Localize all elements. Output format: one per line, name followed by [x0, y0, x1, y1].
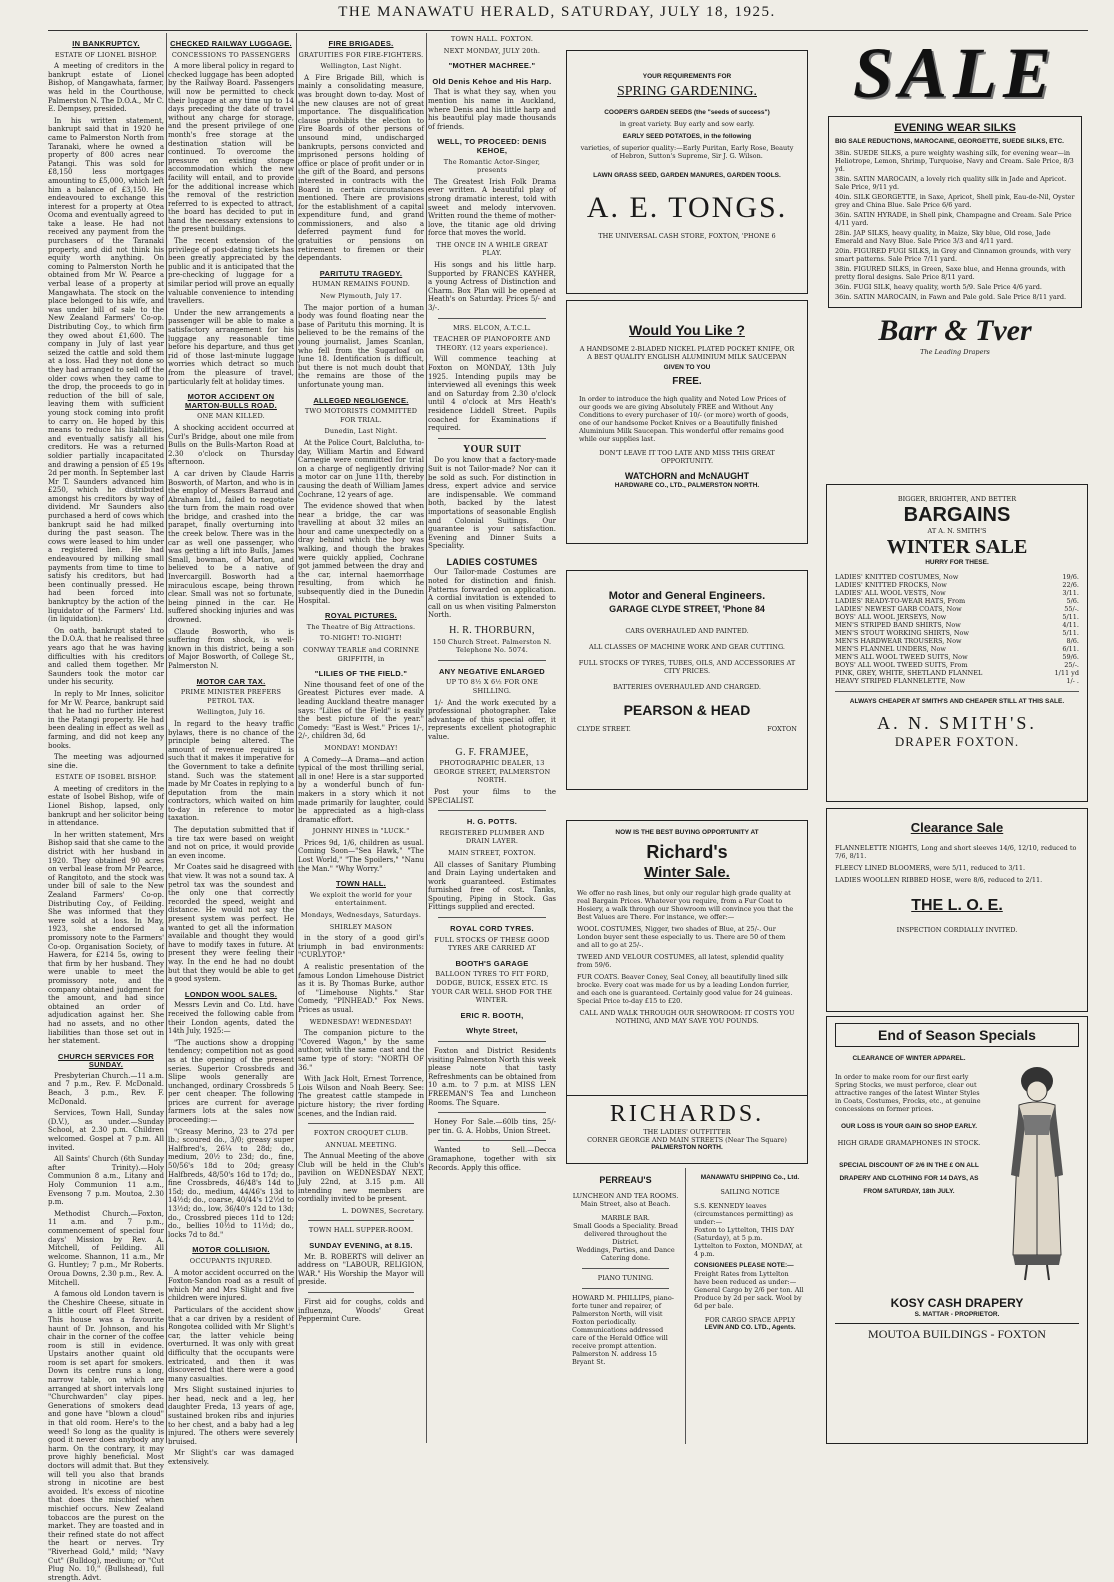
silk-item: 20in. FIGURED FUGI SILKS, in Grey and Cinnamon grounds, with very smart patterns. Sale Price 7/11 yard.	[835, 247, 1071, 263]
ad-line: MOUTOA BUILDINGS - FOXTON	[835, 1323, 1079, 1342]
subhead: TOWN HALL SUPPER-ROOM.	[308, 1226, 414, 1235]
ad-line: SPECIAL DISCOUNT OF 2/6 IN THE £ ON ALL DRAPERY AND CLOTHING FOR 14 DAYS, AS FROM SATURDAY, 18th JULY.	[839, 1162, 979, 1195]
price-row	[835, 645, 1079, 653]
subhead: ESTATE OF ISOBEL BISHOP.	[55, 773, 157, 782]
ad-line: Mondays, Wednesdays, Saturdays.	[300, 911, 422, 920]
price-value: 5/6.	[1066, 597, 1079, 605]
column-4	[428, 33, 556, 1445]
subhead: ESTATE OF LIONEL BISHOP.	[54, 50, 158, 59]
ad-line: Small Goods a Speciality. Bread delivered throughout the District.	[573, 1222, 678, 1246]
price-row	[835, 581, 1079, 589]
ad-title: SPRING GARDENING.	[616, 84, 757, 99]
divider	[582, 1288, 669, 1289]
article-paragraph: "Greasy Merino, 23 to 27d per lb.; scoured do., 3/0; greasy super Halfbred's, 26¼ to 28d; do., medium, 20½ to 23d; do., fine, 50/56's 18d to 20d; greasy Halfbreds, 48/50's 16d to 17d; do., fine Crossbreds, 46/48's 14d to 15d; do., medium, 44/46's 13d to 14½d; do., coarse, 40/44's 12½d to 13½d; do., low, 36/40's 12d to 13d; do., Crossbred pieces 11d to 12d; do., bellies 10½d to 11½d; do., locks 7d to 8d."	[168, 1127, 294, 1239]
ad-line: THE UNIVERSAL CASH STORE, FOXTON, 'PHONE 6	[598, 232, 776, 240]
article-paragraph: Will commence teaching at Foxton on MONDAY, 13th July 1925. Intending pupils may be interviewed all evenings this week and on Saturday from 2.30 o'clock until 4 o'clock at Mrs Heath's residence Liddell Street. Pupils coached for Examinations if required.	[428, 355, 556, 433]
ad-line: ALL CLASSES OF MACHINE WORK AND GEAR CUTTING.	[589, 643, 785, 651]
price-item: HEAVY STRIPED FLANNELETTE, Now	[835, 677, 966, 685]
price-value: 59/6.	[1062, 653, 1079, 661]
ad-line: General Cargo by 2/6 per ton. All Produce by 2d per sack. Wool by 6d per bale.	[694, 1286, 804, 1310]
subhead: FOXTON CROQUET CLUB.	[313, 1129, 409, 1138]
ad-line: PALMERSTON NORTH.	[651, 1144, 723, 1151]
price-row	[835, 597, 1079, 605]
ad-line: FUR COATS. Beaver Coney, Seal Coney, all beautifully lined silk brocke. Every coat was made for us by a leading London furrier, and each one is guaranteed. Certainly good value for 24 guineas. Special Price to-day £15 to £20.	[577, 973, 793, 1005]
column-1	[48, 33, 165, 1582]
price-row	[835, 653, 1079, 661]
article-paragraph: "The auctions show a dropping tendency; competition not as good as at the opening of the present series. Superior Crossbreds and Slipe wools generally are unchanged, ordinary Crossbreds 5 per cent cheaper. The following prices are current for average farmers lots at the sales now proceeding:—	[168, 1038, 294, 1125]
ad-line: In order to make room for our first early Spring Stocks, we must perforce, clear out attractive ranges of the latest Winter Styles in Coats, Costumes, Frocks, etc., at genuine concessions on former prices.	[835, 1073, 981, 1113]
price-row	[835, 573, 1079, 581]
price-item: PINK, GREY, WHITE, SHETLAND FLANNEL	[835, 669, 983, 677]
article-paragraph: His songs and his little harp. Supported by FRANCES KAYHER, a young Actress of Distinction and Charm. Box Plan will be opened at Heath's on Saturday. Prices 5/- and 3/-.	[428, 261, 556, 313]
price-item: LADIES' ALL WOOL VESTS, Now	[835, 589, 946, 597]
divider	[438, 810, 546, 811]
ad-line: LUNCHEON AND TEA ROOMS.	[572, 1192, 679, 1200]
ad-line: The Leading Drapers	[920, 348, 990, 356]
silk-item: 38in. FIGURED SILKS, in Green, Saxe blue, and Henna grounds, with pretty floral designs. Sale Price 8/11 yard.	[835, 265, 1066, 281]
ad-title: BARGAINS	[903, 504, 1011, 526]
price-value: 4/11.	[1062, 621, 1079, 629]
headline-your-suit: YOUR SUIT	[463, 443, 521, 455]
ad-line: We offer no rash lines, but only our regular high grade quality at real Bargain Prices. Whatever you require, from a Fur Coat to Hosiery, a walk through our Showroom will convince you that the Best Values are There. For instance, we offer:—	[577, 889, 794, 921]
article-paragraph: In his written statement, bankrupt said that in 1920 he came to Palmerston North from Taranaki, where he owned a property of 800 acres near Patangi. This was sold for £8,150 less mortgages amounting to £5,000, which left him a balance of £3,150. He endeavoured to exchange this interest for a property at Otea Ocoma and eventually agreed to take a lease. He had not received any payment from the purchasers of the Taranaki property, and did not think his equity worth anything. On coming to Palmerston North he obtained from Mr W. Pearce a verbal lease of a property at Mangawhata. The stock on the place belonged to his wife, and was under bill of sale to the New Zealand Farmers' Co-op. Distributing Coy., to which firm they owed about £1,600. The company in July of last year seized the cattle and sold them at a loss. Had they not done so they had arranged to sell off the older cows when they came to the drop, the proceeds to go in reduction of the bill of sale, leaving them with sufficient young stock coming into profit to carry on. He hoped by this means to reduce his liabilities, and eventually satisfy all his creditors. He was a returned soldier partially incapacitated and drawing a pension of £5 19s 2d per month. In September last Mr T. Saunders advanced him £250, which he distributed amongst his creditors by way of dividend. Mr Saunders also purchased a herd of cows which bankrupt said he had milked during the past season. The cows were leased to him under a registered lien. He had endeavoured by milking small payments from time to time to satisfy his creditors, but had been continually pressed. He had been forced into bankruptcy by the action of the liquidator of the Farmers' Ltd. (in liquidation).	[48, 116, 165, 624]
ad-line: WOOL COSTUMES, Nigger, two shades of Blue, at 25/-. Our London buyer sent these especially to us. There are 50 of them and all to go at 25/-.	[577, 925, 786, 949]
advertiser-name: A. N. SMITH'S.	[877, 713, 1037, 733]
article-paragraph: A famous old London tavern is the Cheshire Cheese, situate in a little court off Fleet Street. This house was a favourite haunt of Dr. Johnson, and his chair in the corner of the coffee room is still in evidence. Upstairs another quaint old room is set apart for smokers. Down its centre runs a long, narrow table, on which are arranged at short intervals long "Churchwarden" clay pipes. Generations of smokers dead and gone have "blown a cloud" in that old room. Here's to the weed! So long as the quality is good it never does anybody any harm. On the contrary, it may prove highly beneficial. Most doctors will admit that. But they will tell you also that brands strong in nicotine are best avoided. It's excess of nicotine that does the mischief when mischief occurs. New Zealand tobaccos are the purest on the market. They are toasted and in their refined state do not affect the heart or nerves. Try "Riverhead Gold," mild; "Navy Cut" (Bulldog), medium; or "Cut Plug No. 10," (Bullshead), full strength. Advt.	[48, 1290, 164, 1582]
article-paragraph: A Fire Brigade Bill, which is mainly a consolidating measure, was brought down to-day. Most of the new clauses are not of great importance. The disqualification clause prohibits the election to Fire Boards of other persons of unsound mind, undischarged bankrupts, persons convicted and imprisoned persons holding of office or place of profit under or in the gift of the Board, and persons interested in contracts with the Board in certain circumstances mentioned. There are provisions for the establishment of a capital expenditure fund, and grand commissioners, and also a deferred payment fund for gratuities or pensions on retirement to firemen or their dependants.	[298, 73, 424, 263]
dateline: New Plymouth, July 17.	[320, 292, 402, 301]
ad-line: FOXTON	[767, 725, 797, 733]
ad-line: A HANDSOME 2-BLADED NICKEL PLATED POCKET KNIFE, OR A BEST QUALITY ENGLISH ALUMINIUM MILK SAUCEPAN	[579, 345, 795, 361]
ad-line: S.S. KENNEDY leaves (circumstances permitting) as under:—	[694, 1202, 794, 1226]
ad-line: varieties, of superior quality:—Early Puritan, Early Rose, Beauty of Hebron, Sutton's Supreme, Sir J. G. Wilson.	[580, 144, 794, 160]
article-paragraph: Post your films to the SPECIALIST.	[428, 787, 556, 805]
article-paragraph: Honey For Sale.—60lb tins, 25/- per tin. G. A. Hobbs, Union Street.	[428, 1118, 556, 1135]
ad-line: We exploit the world for your entertainment.	[309, 890, 413, 908]
dateline: Wellington, Last Night.	[320, 62, 402, 71]
ad-line: DON'T LEAVE IT TOO LATE AND MISS THIS GREAT OPPORTUNITY.	[599, 449, 775, 465]
article-paragraph: Messrs Levin and Co. Ltd. have received the following cable from their London agents, dated the 14th July, 1925:—	[168, 1001, 294, 1036]
ad-line: JOHNNY HINES in "LUCK."	[312, 827, 410, 836]
ad-line: DRAPER FOXTON.	[894, 734, 1020, 749]
ad-shipping	[690, 1168, 810, 1444]
ad-line: CARS OVERHAULED AND PAINTED.	[625, 627, 749, 635]
article-paragraph: In her written statement, Mrs Bishop said that she came to the district with her husband in 1920. They obtained 90 acres on verbal lease from Mr Pearce, of Rangitoto, and the stock was under bill of sale to the New Zealand Farmers' Co-op. Distributing Coy., of Feilding. She was informed that they were sold at a loss. In May, 1923, she endorsed a promissory note to the Farmers' Co-op. Organisation Society, of Hawera, for £214 5s, owing to that firm by her husband. They were unable to meet the promissory note, and the company obtained judgment for the amount, and had since obtained an order of adjudication against her. She had no assets, and no other liabilities than those set out in her statement.	[48, 830, 164, 1046]
divider	[438, 438, 546, 439]
ad-richards-winter-sale	[566, 820, 808, 1096]
article-paragraph: Wanted to Sell.—Decca Gramaphone, together with six Records. Apply this office.	[428, 1146, 556, 1172]
price-item: MEN'S FLANNEL UNDERS, Now	[835, 645, 946, 653]
column-divider	[426, 33, 427, 1443]
ad-line: EARLY SEED POTATOES, in the following	[622, 133, 752, 140]
ad-line: Lyttelton to Foxton, MONDAY, at 4 p.m.	[694, 1242, 803, 1258]
headline-negligence: ALLEGED NEGLIGENCE.	[313, 395, 409, 405]
subhead: OCCUPANTS INJURED.	[189, 1256, 273, 1265]
article-paragraph: Our Tailor-made Costumes are noted for distinction and finish. Patterns forwarded on application. A cordial invitation is extended to call on us when visiting Palmerston North.	[428, 568, 556, 620]
article-paragraph: The meeting was adjourned sine die.	[48, 753, 164, 770]
advertiser-name: A. E. TONGS.	[586, 191, 788, 224]
headline-paritutu: PARITUTU TRAGEDY.	[319, 268, 403, 278]
headline-sunday-evening: SUNDAY EVENING, at 8.15.	[309, 1241, 413, 1251]
ad-line: NEXT MONDAY, JULY 20th.	[443, 46, 541, 55]
price-value: 19/6.	[1062, 573, 1079, 581]
price-value: 55/-.	[1064, 605, 1079, 613]
ad-line: LADIES WOOLLEN RIBBED HOSE, were 8/6, reduced to 2/11.	[835, 876, 1043, 884]
divider	[438, 917, 546, 918]
price-item: MEN'S STOUT WORKING SHIRTS, Now	[835, 629, 969, 637]
divider	[438, 1041, 546, 1042]
silk-item: 36in. FUGI SILK, heavy quality, worth 5/9. Sale Price 4/6 yard.	[835, 283, 1042, 291]
barr-tver-logo: Barr & Tver	[878, 314, 1032, 347]
article-paragraph: Particulars of the accident show that a car driven by a resident of Rongotea collided with Mr Slight's car, the latter vehicle being overturned. It was only with great difficulty that the occupants were extricated, and then it was discovered that there were a good many casualties.	[168, 1305, 294, 1383]
ad-line: REGISTERED PLUMBER AND DRAIN LAYER.	[439, 828, 545, 846]
divider	[308, 1123, 414, 1124]
ad-line: MRS. ELCON, A.T.C.L.	[452, 323, 532, 332]
signature: L. DOWNES, Secretary.	[341, 1206, 424, 1215]
ad-smiths-winter-sale	[826, 484, 1088, 802]
ad-line: Foxton to Lyttelton, THIS DAY (Saturday), at 5 p.m.	[694, 1226, 794, 1242]
ad-line: FULL STOCKS OF THESE GOOD TYRES ARE CARRIED AT	[434, 935, 550, 953]
ad-line: TEACHER OF PIANOFORTE AND THEORY. (12 years experience).	[433, 335, 551, 352]
article-paragraph: Mr Coates said he disagreed with that view. It was not a sound tax. A petrol tax was the soundest and the only one that correctly recorded the speed, weight and distance. He would not say the present system was perfect. He wanted to get all the information available and thought they would have to modify taxes in future. At present they were feeling their way. In the end he had no doubt but that they would be able to get a good system.	[168, 863, 294, 984]
ad-line: Whyte Street,	[466, 1026, 518, 1036]
subhead: CONCESSIONS TO PASSENGERS	[171, 50, 291, 59]
article-paragraph: The major portion of a human body was found floating near the base of Paritutu this morning. It is believed to be the remains of the young journalist, James Scanlan, who fell from the Sugarloaf on June 18. Identification is difficult, but there is not much doubt that the remains are those of the unfortunate young man.	[298, 303, 424, 389]
ad-line: MARBLE BAR.	[601, 1214, 650, 1222]
price-value: 3/11.	[1062, 589, 1079, 597]
headline-royal-pictures: ROYAL PICTURES.	[324, 611, 397, 621]
ad-line: Freight Rates from Lyttelton have been reduced as under:—	[694, 1270, 797, 1286]
article-paragraph: Under the new arrangements a passenger will be able to make a satisfactory arrangement for his luggage any reasonable time before his departure, and thus get rid of those last-minute luggage worries which detract so much from the pleasure of travel, particularly felt at holiday times.	[168, 308, 294, 386]
headline-royal-cord: ROYAL CORD TYRES.	[450, 924, 534, 934]
price-row	[835, 621, 1079, 629]
headline-motor-car-tax: MOTOR CAR TAX.	[196, 676, 266, 686]
divider	[438, 318, 546, 319]
ad-line: CONWAY TEARLE and CORINNE GRIFFITH, in	[302, 646, 420, 663]
ad-line: MAIN STREET, FOXTON.	[448, 848, 536, 857]
price-list	[835, 573, 1079, 685]
advertiser-name: WATCHORN and McNAUGHT	[624, 471, 750, 481]
headline-wool-sales: LONDON WOOL SALES.	[184, 989, 278, 999]
price-item: MEN'S STRIPED BAND SHIRTS, Now	[835, 621, 961, 629]
ad-line: CORNER GEORGE AND MAIN STREETS (Near The Square)	[587, 1136, 787, 1144]
divider	[438, 1112, 546, 1113]
article-paragraph: A Comedy—A Drama—and action typical of the most thrilling serial, all in one! Here is a star supported by a wonderful bunch of fun-makers in a story which it not made primarily for laughter, could be appreciated as a high-class dramatic effort.	[298, 755, 424, 824]
advertiser-name: RICHARDS.	[609, 1101, 765, 1127]
price-item: LADIES' KNITTED COSTUMES, Now	[835, 573, 959, 581]
divider	[582, 1268, 669, 1269]
article-paragraph: The recent extension of the privilege of post-dating tickets has been greatly appreciated by the public and it is anticipated that the pre-checking of luggage for a similar period will prove an equally valuable convenience to intending travellers.	[168, 237, 294, 306]
ad-line: Weddings, Parties, and Dance Catering done.	[576, 1246, 675, 1262]
divider	[438, 660, 546, 661]
price-row	[835, 669, 1079, 677]
silk-item: 40in. SILK GEORGETTE, in Saxe, Apricot, Shell pink, Eau-de-Nil, Oyster grey and China Blue. Sale Price 6/6 yard.	[835, 193, 1075, 209]
price-row	[835, 661, 1079, 669]
article-paragraph: Prices 9d, 1/6, children as usual. Coming Soon—"Sea Hawk," "The Lost World," "The Spoilers," "Nanu the Man." "Why Worry."	[298, 838, 424, 873]
divider	[308, 1292, 414, 1293]
price-item: BOYS' ALL WOOL JERSEYS, Now	[835, 613, 947, 621]
ad-title: End of Season Specials	[835, 1023, 1079, 1047]
article-paragraph: Nine thousand feet of one of the Greatest Pictures ever made. A leading Auckland theatre manager says: "Lilies of the Field" is easily the best picture of the year." Comedy: "East is West." Prices 1/-, 2/-, children 3d, 6d	[298, 680, 424, 741]
ad-line: BATTERIES OVERHAULED AND CHARGED.	[613, 683, 761, 691]
ad-line: LEVIN AND CO. LTD., Agents.	[704, 1324, 796, 1331]
article-paragraph: Methodist Church.—Foxton, 11 a.m. and 7 p.m., commencement of special four days' Mission by Rev. A. Mitchell, of Feilding. All welcome. Shannon, 11 a.m., Mr G. Huntley; 7 p.m., Mr Roberts. Oroua Downs, 2.30 p.m., Rev. A. Mitchell.	[48, 1209, 164, 1287]
article-paragraph: The companion picture to the "Covered Wagon," by the same author, with the same cast and the same type of story: "NORTH OF 36."	[298, 1029, 424, 1072]
ad-title: Clearance Sale	[910, 820, 1004, 835]
article-paragraph: A motor accident occurred on the Foxton-Sandon road as a result of which Mr and Mrs Slight and five children were injured.	[168, 1268, 294, 1303]
subhead: ONE MAN KILLED.	[197, 412, 265, 421]
article-paragraph: Mr Slight's car was damaged extensively.	[168, 1449, 294, 1467]
article-paragraph: In reply to Mr Innes, solicitor for Mr W. Pearce, bankrupt said that he had no further interest in the Patangi property. He had been dealing in effect as well as farming, and did not keep any books.	[48, 689, 164, 750]
ad-line: Main Street, also at Beach.	[580, 1200, 671, 1208]
ad-title: Richard's	[646, 842, 728, 862]
ad-would-you-like	[566, 300, 808, 544]
price-value: 5/11.	[1062, 613, 1079, 621]
advertiser-name: PEARSON & HEAD	[623, 702, 751, 718]
play-title: "MOTHER MACHREE."	[448, 61, 536, 71]
ad-line: SAILING NOTICE	[720, 1188, 780, 1196]
price-row	[835, 605, 1079, 613]
price-value: 8/6.	[1066, 637, 1079, 645]
ad-line: MONDAY! MONDAY!	[324, 743, 398, 752]
article-paragraph: Presbyterian Church.—11 a.m. and 7 p.m., Rev. F. McDonald. Beach, 3 p.m., Rev. F. McDonald.	[48, 1071, 164, 1106]
column-2	[168, 33, 294, 1467]
article-paragraph: All Saints' Church (6th Sunday after Trinity).—Holy Communion 8 a.m., Litany and Holy Communion 11 a.m., Evensong 7 p.m. Moutoa, 2.30 p.m.	[48, 1155, 164, 1207]
article-paragraph: Mrs Slight sustained injuries to her head, neck and a leg, her daughter Freda, 13 years of age, sustained broken ribs and injuries to her chest, and a baby had a leg injured. The others were severely bruised.	[168, 1386, 294, 1446]
end-season-body	[835, 1055, 1079, 1285]
subhead: GRATUITIES FOR FIRE-FIGHTERS.	[298, 50, 424, 59]
ad-line: COOPER'S GARDEN SEEDS (the "seeds of success")	[604, 109, 770, 116]
ad-line: BIGGER, BRIGHTER, AND BETTER	[897, 495, 1017, 503]
ad-line: HURRY FOR THESE.	[925, 559, 989, 566]
subhead: HUMAN REMAINS FOUND.	[311, 280, 411, 289]
ad-line: FULL STOCKS OF TYRES, TUBES, OILS, AND ACCESSORIES AT CITY PRICES.	[578, 659, 796, 675]
headline-town-hall: TOWN HALL.	[336, 879, 386, 889]
price-value: 5/11.	[1062, 629, 1079, 637]
silk-item: 36in. SATIN HYRADE, in Shell pink, Champagne and Cream. Sale Price 4/11 yard.	[835, 211, 1072, 227]
ad-line: ALWAYS CHEAPER AT SMITH'S AND CHEAPER STILL AT THIS SALE.	[849, 698, 1065, 705]
article-paragraph: A car driven by Claude Harris Bosworth, of Marton, and who is in the employ of Messrs Barraud and Abraham Ltd., failed to negotiate the turn from the main road over the bridge, and crashed into the parapet, finally overturning into the creek below. There was in the car as well one passenger, who was getting a lift into Bulls, James Small, bowman, of Marton, and believed to be a native of Invercargill. Bosworth had a miraculous escape, being thrown clear. Small was not so fortunate, being pinned in the car. He suffered shocking injuries and was drowned.	[168, 469, 294, 624]
subhead: The Theatre of Big Attractions.	[306, 622, 416, 631]
ad-line: CLEARANCE OF WINTER APPAREL.	[852, 1055, 966, 1062]
article-paragraph: A meeting of creditors in the estate of Isobel Bishop, wife of Lionel Bishop, lapsed, only bankrupt and her solicitor being in attendance.	[48, 784, 164, 828]
article-paragraph: First aid for coughs, colds and influenza, Woods' Great Peppermint Cure.	[298, 1298, 424, 1324]
silk-item: 36in. SATIN MAROCAIN, in Fawn and Pale gold. Sale Price 8/11 yard.	[835, 293, 1067, 301]
price-item: LADIES' READY-TO-WEAR HATS, From	[835, 597, 966, 605]
price-value: 1/11 yd	[1054, 669, 1079, 677]
ad-line: UP TO 8½ X 6½ FOR ONE SHILLING.	[445, 678, 539, 695]
article-paragraph: Claude Bosworth, who is suffering from shock, is well-known in this district, being a son of Major Bosworth, of College St., Palmerston N.	[168, 627, 294, 670]
article-paragraph: A shocking accident occurred at Curl's Bridge, about one mile from Bulls on the Bulls-Marton Road at 2.30 o'clock on Thursday afternoon.	[168, 423, 294, 467]
price-row	[835, 629, 1079, 637]
ad-line: AT A. N. SMITH'S	[927, 527, 987, 535]
ad-line: S. MATTAR - PROPRIETOR.	[914, 1311, 1000, 1318]
column-3	[298, 33, 424, 1445]
ad-line: TO-NIGHT! TO-NIGHT!	[319, 634, 403, 643]
ad-clearance-sale	[826, 808, 1088, 1012]
price-row	[835, 589, 1079, 597]
ad-title: EVENING WEAR SILKS	[894, 122, 1016, 134]
silks-box	[828, 116, 1082, 308]
advertiser-name: THE L. O. E.	[911, 897, 1003, 914]
ad-line: Old Denis Kehoe and His Harp.	[432, 76, 552, 86]
article-paragraph: The evidence showed that when near a bridge, the car was travelling at about 32 miles an hour and came unexpectedly on a dray behind which the boy was walking, and though the brakes were quickly applied, Cochrane got jammed between the dray and the car, internal haemorrhage resulting, from which he subsequently died in the Dunedin Hospital.	[298, 502, 424, 605]
ad-title: Winter Sale.	[644, 864, 730, 881]
ad-line: The Romantic Actor-Singer, presents	[443, 157, 541, 175]
dateline: Wellington, July 16.	[196, 708, 266, 717]
ad-line: LAWN GRASS SEED, GARDEN MANURES, GARDEN TOOLS.	[593, 172, 781, 179]
ad-line: PHOTOGRAPHIC DEALER, 13 GEORGE STREET, PALMERSTON NORTH.	[433, 759, 551, 785]
ad-line: HIGH GRADE GRAMAPHONES IN STOCK.	[837, 1139, 981, 1147]
divider	[308, 1220, 414, 1221]
article-paragraph: A realistic presentation of the famous London Limehouse District as it is. By Thomas Burke, author of "Limehouse Nights." Star Comedy, "PINHEAD." Fox News. Prices as usual.	[298, 963, 424, 1014]
ad-end-of-season	[826, 1016, 1088, 1444]
price-row	[835, 637, 1079, 645]
ad-line: INSPECTION CORDIALLY INVITED.	[896, 926, 1018, 934]
article-paragraph: At the Police Court, Balclutha, to-day, William Martin and Edward Carnegie were committed for trial on a charge of negligently driving a motor car on June 11th, thereby causing the death of William James Cochrane, 12 years of age.	[298, 438, 424, 499]
article-paragraph: A meeting of creditors in the bankrupt estate of Lionel Bishop, of Mangawhata, farmer, was held in the Courthouse, Palmerston N. The D.O.A., Mr C. E. Dempsey, presided.	[48, 62, 164, 114]
ad-line: TOWN HALL. FOXTON.	[450, 35, 534, 43]
ad-line: 150 Church Street. Palmerston N. Telephone No. 5074.	[432, 637, 552, 655]
article-paragraph: A more liberal policy in regard to checked luggage has been adopted by the Railway Board. Passengers will now be permitted to check their luggage at any time up to 14 days preceding the date of travel without any charge for storage, and the present privilege of one month's free storage at the destination station will be continued. To overcome the pressure on existing storage accommodation which the new facility will entail, and to provide for the additional increase which the removal of the restriction referred to is expected to attract, the board has decided to put in hand the necessary extensions to the present buildings.	[168, 62, 294, 234]
headline-railway-luggage: CHECKED RAILWAY LUGGAGE.	[170, 39, 292, 48]
article-paragraph: The deputation submitted that if a tire tax were based on weight and not on price, it would provide an even income.	[168, 826, 294, 860]
advertiser-name: KOSY CASH DRAPERY	[890, 1296, 1024, 1310]
article-paragraph: On oath, bankrupt stated to the D.O.A. that he realised three years ago that he was having difficulties with his creditors and called them together. Mr Saunders took the motor car under his security.	[48, 626, 164, 687]
advertiser-name: H. G. POTTS.	[466, 817, 518, 827]
article-paragraph: in the story of a good girl's triumph in bad environments: "CURLYTOP."	[298, 934, 424, 960]
ad-line: CALL AND WALK THROUGH OUR SHOWROOM: IT COSTS YOU NOTHING, AND MAY SAVE YOU POUNDS.	[579, 1009, 795, 1025]
price-value: 25/-.	[1064, 661, 1079, 669]
price-value: 1/- .	[1066, 677, 1079, 685]
silk-item: 28in. JAP SILKS, heavy quality, in Maize, Sky blue, Old rose, Jade Emerald and Navy Blue. Sale Price 3/3 and 4/11 yard.	[835, 229, 1051, 245]
ad-title: WINTER SALE	[886, 536, 1028, 558]
ad-line: In order to introduce the high quality and Noted Low Prices of our goods we are giving Absolutely FREE and Without Any Conditions to every purchaser of 10/- (or more) worth of goods, one of our handsome Pocket Knives or a Beautifully finished Aluminium Milk Saucepan. This wonderful offer remains good while our supplies last.	[579, 395, 789, 443]
price-value: 22/6.	[1062, 581, 1079, 589]
silk-item: 38in. SUEDE SILKS, a pure weighty washing silk, for evening wear—in Heliotrope, Lemon, Shrimp, Turquoise, Navy and Cream. Sale Price, 8/3 yd.	[835, 149, 1074, 173]
article-paragraph: With Jack Holt, Ernest Torrence, Lois Wilson and Noah Beery. See: The greatest cattle stampede in picture history; the river fording scenes, and the Indian raid.	[298, 1075, 424, 1118]
ad-line: CLYDE STREET.	[577, 725, 631, 733]
ad-line: HOWARD M. PHILLIPS, piano-forte tuner and repairer, of Palmerston North, will visit Foxton periodically. Communications addressed care of the Herald Office will receive prompt attention. Palmerston N. address 15 Bryant St.	[572, 1294, 674, 1366]
dateline: Dunedin, Last Night.	[324, 427, 398, 436]
divider	[438, 1140, 546, 1141]
article-paragraph: In regard to the heavy traffic bylaws, there is no chance of the principle being altered. The amount of revenue required is such that it makes it imperative for the Government to take a definite stand. Such was the statement made by Mr Coates in replying to a deputation from the main contractors, which waited on him to-day in reference to motor taxation.	[168, 719, 294, 823]
ad-line: GIVEN TO YOU	[663, 364, 711, 371]
ad-title: Motor and General Engineers.	[608, 590, 766, 602]
ad-perreaus	[566, 1168, 686, 1444]
ad-line: TWEED AND VELOUR COSTUMES, all latest, splendid quality from 59/6.	[577, 953, 784, 969]
ad-line: GARAGE CLYDE STREET, 'Phone 84	[609, 604, 765, 614]
ad-line: YOUR REQUIREMENTS FOR	[642, 73, 732, 80]
silk-item: 38in. SATIN MAROCAIN, a lovely rich quality silk in Jade and Apricot. Sale Price, 9/11 yd.	[835, 175, 1067, 191]
article-paragraph: The Annual Meeting of the above Club will be held in the Club's pavilion on WEDNESDAY NEXT, July 22nd, at 3.15 p.m. All intending new members are cordially invited to be present.	[298, 1152, 424, 1204]
headline-negative-enlarged: ANY NEGATIVE ENLARGED	[438, 666, 546, 676]
price-item: LADIES' KNITTED FROCKS, Now	[835, 581, 947, 589]
price-item: BOYS' ALL WOOL TWEED SUITS, From	[835, 661, 968, 669]
ad-line: BALLOON TYRES TO FIT FORD, DODGE, BUICK, ESSEX ETC. IS YOUR CAR WELL SHOD FOR THE WINTER.	[431, 970, 553, 1005]
ad-motor-engineers	[566, 570, 808, 790]
headline-motor-collision: MOTOR COLLISION.	[192, 1245, 270, 1255]
fashion-illustration	[989, 1055, 1079, 1285]
silks-list	[835, 149, 1075, 301]
advertiser-name: G. F. FRAMJEE,	[455, 746, 529, 758]
article-paragraph: That is what they say, when you mention his name in Auckland, where Denis and his little harp and his beautiful play made thousands of friends.	[428, 88, 556, 131]
advertiser-name: H. R. THORBURN,	[449, 625, 535, 637]
ad-line: FREE.	[672, 376, 702, 387]
ad-line: HARDWARE CO., LTD., PALMERSTON NORTH.	[614, 482, 760, 489]
advertiser-name: BOOTH'S GARAGE	[455, 958, 529, 968]
headline-bankruptcy: IN BANKRUPTCY.	[72, 39, 140, 48]
price-value: 6/11.	[1062, 645, 1079, 653]
advertiser-name: ERIC R. BOOTH,	[460, 1010, 524, 1020]
ad-line: FOR CARGO SPACE APPLY	[704, 1316, 796, 1324]
masthead: THE MANAWATU HERALD, SATURDAY, JULY 18, 1925.	[338, 4, 776, 20]
ad-line: WELL, TO PROCEED: DENIS KEHOE,	[437, 137, 547, 155]
ad-richards-footer	[566, 1096, 808, 1164]
article-paragraph: 1/- And the work executed by a professional photographer. Take advantage of this special offer, it represents excellent photographic value.	[428, 698, 556, 741]
price-item: MEN'S HARDWEAR TROUSERS, Now	[835, 637, 962, 645]
subhead: ANNUAL MEETING.	[325, 1140, 397, 1149]
advertiser-name: MANAWATU SHIPPING Co., Ltd.	[700, 1174, 800, 1181]
advertiser-name: PERREAU'S	[599, 1175, 652, 1185]
article-paragraph: Services, Town Hall, Sunday (D.V.), as under.—Sunday School, at 2.30 p.m. Children welcomed. Gospel at 7 p.m. All invited.	[48, 1109, 164, 1152]
article-paragraph: The Greatest Irish Folk Drama ever written. A beautiful play of strong dramatic interest, told with sweet and melody intervoven. Written round the theme of mother-love, the titanic age old driving force that moves the world.	[428, 177, 556, 238]
film-title: "LILIES OF THE FIELD."	[314, 669, 408, 679]
subhead: PRIME MINISTER PREFERS PETROL TAX.	[180, 688, 282, 705]
article-paragraph: All classes of Sanitary Plumbing and Drain Laying undertaken and work guaranteed. Estimates furnished free of cost. Tanks, Spouting, Piping in Stock. Gas Fittings supplied and erected.	[428, 860, 556, 912]
ad-line: FLEECY LINED BLOOMERS, were 5/11, reduced to 3/11.	[835, 864, 1026, 872]
ad-line: FLANNELETTE NIGHTS, Long and short sleeves 14/6, 12/10, reduced to 7/6, 8/11.	[835, 844, 1077, 860]
ad-line: SHIRLEY MASON	[329, 922, 393, 931]
ad-silks-sale	[820, 30, 1090, 480]
ad-address-row	[577, 725, 797, 733]
column-divider	[166, 33, 167, 1443]
end-season-text	[835, 1055, 983, 1285]
ad-line: NOW IS THE BEST BUYING OPPORTUNITY AT	[615, 829, 759, 836]
ad-line: CONSIGNEES PLEASE NOTE:—	[694, 1262, 794, 1269]
headline-ladies-costumes: LADIES COSTUMES	[446, 556, 538, 567]
ad-line: THE LADIES' OUTFITTER	[643, 1128, 731, 1136]
article-paragraph: Foxton and District Residents visiting Palmerston North this week please note that tasty Refreshments can be obtained from 10 a.m. to 7 p.m. at MISS LEN FREEMAN'S Tea and Luncheon Rooms. The Square.	[428, 1047, 556, 1107]
ad-spring-gardening	[566, 50, 808, 294]
ad-line: WEDNESDAY! WEDNESDAY!	[309, 1017, 413, 1026]
headline-motor-accident: MOTOR ACCIDENT ON MARTON-BULLS ROAD.	[185, 392, 277, 410]
headline-fire-brigades: FIRE BRIGADES.	[328, 39, 394, 48]
divider	[835, 691, 1079, 692]
ad-title: Would You Like ?	[629, 322, 745, 338]
column-divider	[296, 33, 297, 1443]
price-item: LADIES' NEWEST GARB COATS, Now	[835, 605, 962, 613]
price-row	[835, 613, 1079, 621]
sale-title: SALE	[852, 33, 1058, 113]
price-row	[835, 677, 1079, 685]
ad-line: THE ONCE IN A WHILE GREAT PLAY.	[436, 240, 548, 258]
subhead: TWO MOTORISTS COMMITTED FOR TRIAL.	[304, 407, 418, 424]
headline-church-services: CHURCH SERVICES FOR SUNDAY.	[58, 1051, 154, 1070]
article-paragraph: Mr. B. ROBERTS will deliver an address on "LABOUR, RELIGION, WAR." His Worship the Mayor will preside.	[298, 1252, 424, 1287]
ad-line: PIANO TUNING.	[597, 1274, 654, 1282]
ad-line: BIG SALE REDUCTIONS, MAROCAINE, GEORGETTE, SUEDE SILKS, ETC.	[835, 138, 1064, 145]
article-paragraph: Do you know that a factory-made Suit is not Tailor-made? Nor can it be sold as such. For distinction in dress, expert advice and service are indispensable. We command both, backed by the latest importations of seasonable English and Colonial Suitings. Our guarantee is your satisfaction. Evening and Dinner Suits a Speciality.	[428, 456, 556, 551]
price-item: MEN'S ALL WOOL TWEED SUITS, Now	[835, 653, 968, 661]
ad-line: OUR LOSS IS YOUR GAIN SO SHOP EARLY.	[840, 1123, 978, 1130]
ad-line: in great variety. Buy early and sow early.	[619, 120, 755, 128]
